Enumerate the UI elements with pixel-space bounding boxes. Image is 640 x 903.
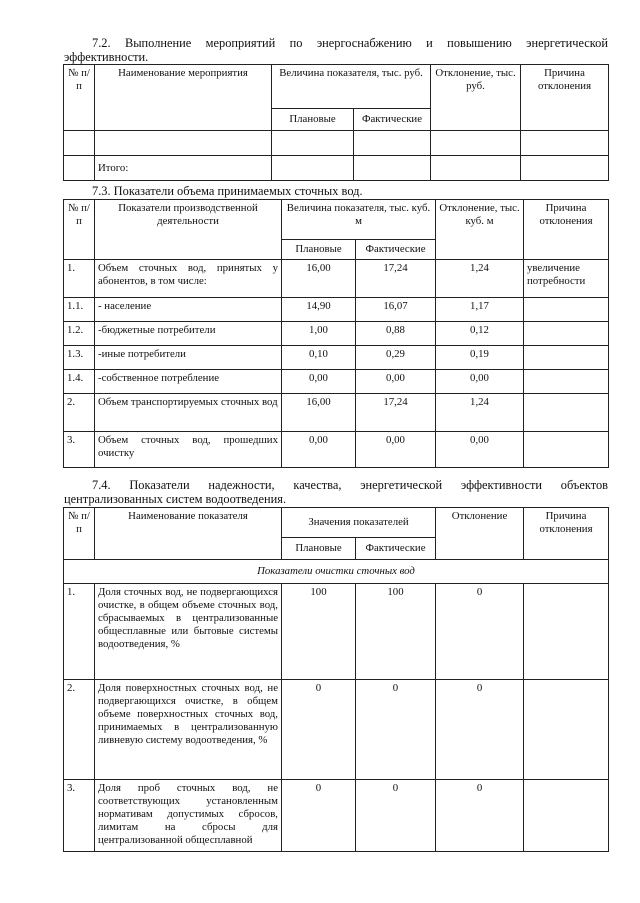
- t74-row-reason: [524, 584, 609, 680]
- table-row: [64, 298, 609, 322]
- t73-row-num: 1.1.: [64, 298, 95, 322]
- t73-row-fact: 17,24: [356, 394, 436, 432]
- t74-header-deviation: Отклонение: [436, 508, 524, 560]
- t72-empty-cell: [64, 131, 95, 156]
- t73-row-reason: [524, 394, 609, 432]
- t74-row-fact: 100: [356, 584, 436, 680]
- t73-row-fact: 16,07: [356, 298, 436, 322]
- t73-row-name: -собственное потребление: [95, 370, 282, 394]
- t73-row-dev: 1,17: [436, 298, 524, 322]
- t73-row-reason: [524, 346, 609, 370]
- section-7-4-heading: [64, 478, 608, 506]
- section-7-4-heading-line1: 7.4. Показатели надежности, качества, энергетической эффективности объектов: [92, 478, 608, 492]
- t72-empty-cell: [521, 156, 609, 181]
- t73-row-reason: [524, 370, 609, 394]
- t72-empty-cell: [431, 131, 521, 156]
- table-row: [64, 370, 609, 394]
- t73-row-name: - население: [95, 298, 282, 322]
- t73-header-value: Величина показателя, тыс. куб. м: [282, 200, 436, 240]
- t74-header-reason: Причина отклонения: [524, 508, 609, 560]
- t73-row-name: Объем сточных вод, принятых у абонентов, в том числе:: [95, 260, 282, 298]
- t74-group-title: Показатели очистки сточных вод: [64, 560, 609, 584]
- t72-empty-cell: [354, 131, 431, 156]
- t72-empty-cell: [521, 131, 609, 156]
- t74-row-num: 2.: [64, 680, 95, 780]
- t74-row-plan: 0: [282, 680, 356, 780]
- t72-empty-cell: [64, 156, 95, 181]
- t73-header-plan: Плановые: [282, 240, 356, 260]
- table-7-2: [63, 64, 609, 181]
- table-row: [64, 346, 609, 370]
- table-row: [64, 131, 609, 156]
- t73-row-fact: 17,24: [356, 260, 436, 298]
- t74-row-num: 3.: [64, 780, 95, 852]
- t72-empty-cell: [95, 131, 272, 156]
- t73-header-fact: Фактические: [356, 240, 436, 260]
- t73-header-name: Показатели производственной деятельности: [95, 200, 282, 260]
- table-7-3: [63, 199, 609, 468]
- t74-row-plan: 100: [282, 584, 356, 680]
- t72-header-fact: Фактические: [354, 109, 431, 131]
- t73-row-name: Объем сточных вод, прошедших очистку: [95, 432, 282, 468]
- t73-row-fact: 0,00: [356, 432, 436, 468]
- t73-row-plan: 1,00: [282, 322, 356, 346]
- t73-header-reason: Причина отклонения: [524, 200, 609, 260]
- table-row: [64, 780, 609, 852]
- t74-row-num: 1.: [64, 584, 95, 680]
- t73-row-plan: 14,90: [282, 298, 356, 322]
- t74-row-fact: 0: [356, 780, 436, 852]
- t72-empty-cell: [354, 156, 431, 181]
- t73-header-deviation: Отклонение, тыс. куб. м: [436, 200, 524, 260]
- t72-header-deviation: Отклонение, тыс. руб.: [431, 65, 521, 131]
- t73-row-plan: 0,00: [282, 370, 356, 394]
- t73-row-dev: 1,24: [436, 394, 524, 432]
- table-row-total: [64, 156, 609, 181]
- section-7-2-heading-line2: эффективности.: [64, 50, 149, 64]
- t74-header-fact: Фактические: [356, 538, 436, 560]
- section-7-3-heading: 7.3. Показатели объема принимаемых сточных вод.: [92, 184, 363, 198]
- table-7-4: [63, 507, 609, 852]
- t72-empty-cell: [431, 156, 521, 181]
- t73-row-name: -иные потребители: [95, 346, 282, 370]
- t72-header-plan: Плановые: [272, 109, 354, 131]
- t73-row-fact: 0,88: [356, 322, 436, 346]
- t73-header-num: № п/п: [64, 200, 95, 260]
- t73-row-reason: увеличение потребности: [524, 260, 609, 298]
- t74-row-dev: 0: [436, 680, 524, 780]
- table-row: [64, 322, 609, 346]
- t73-row-plan: 0,10: [282, 346, 356, 370]
- table-row: [64, 680, 609, 780]
- t74-row-name: Доля поверхностных сточных вод, не подвергающихся очистке, в общем объеме поверхностных сточных вод, принимаемых в централизованную ливневую систему водоотведения, %: [95, 680, 282, 780]
- section-7-2-heading: [64, 36, 608, 64]
- t73-row-reason: [524, 432, 609, 468]
- t73-row-dev: 0,00: [436, 370, 524, 394]
- section-7-4-heading-line2: централизованных систем водоотведения.: [64, 492, 287, 506]
- t73-row-name: Объем транспортируемых сточных вод: [95, 394, 282, 432]
- t72-empty-cell: [272, 131, 354, 156]
- t73-row-plan: 16,00: [282, 260, 356, 298]
- t73-row-fact: 0,00: [356, 370, 436, 394]
- t74-row-fact: 0: [356, 680, 436, 780]
- t74-row-reason: [524, 680, 609, 780]
- t73-row-dev: 0,19: [436, 346, 524, 370]
- t73-row-num: 3.: [64, 432, 95, 468]
- section-7-2-heading-line1: 7.2. Выполнение мероприятий по энергоснабжению и повышению энергетической: [92, 36, 608, 50]
- table-row: [64, 432, 609, 468]
- t73-row-dev: 1,24: [436, 260, 524, 298]
- t73-row-num: 1.3.: [64, 346, 95, 370]
- table-row: [64, 584, 609, 680]
- t73-row-num: 1.2.: [64, 322, 95, 346]
- t73-row-plan: 0,00: [282, 432, 356, 468]
- t73-row-reason: [524, 322, 609, 346]
- t73-row-plan: 16,00: [282, 394, 356, 432]
- t72-header-reason: Причина отклонения: [521, 65, 609, 131]
- t73-row-dev: 0,12: [436, 322, 524, 346]
- t72-header-num: № п/п: [64, 65, 95, 131]
- t74-row-name: Доля сточных вод, не подвергающихся очистке, в общем объеме сточных вод, сбрасываемых в централизованные общесплавные или бытовые системы водоотведения, %: [95, 584, 282, 680]
- t72-empty-cell: [272, 156, 354, 181]
- table-group-row: [64, 560, 609, 584]
- t72-header-value: Величина показателя, тыс. руб.: [272, 65, 431, 109]
- t73-row-num: 1.: [64, 260, 95, 298]
- t73-row-dev: 0,00: [436, 432, 524, 468]
- t73-row-reason: [524, 298, 609, 322]
- t74-row-dev: 0: [436, 584, 524, 680]
- t73-row-num: 1.4.: [64, 370, 95, 394]
- t74-header-value: Значения показателей: [282, 508, 436, 538]
- t72-total-label: Итого:: [95, 156, 272, 181]
- t74-row-plan: 0: [282, 780, 356, 852]
- t72-header-name: Наименование мероприятия: [95, 65, 272, 131]
- t74-row-dev: 0: [436, 780, 524, 852]
- t73-row-name: -бюджетные потребители: [95, 322, 282, 346]
- t73-row-num: 2.: [64, 394, 95, 432]
- t73-row-fact: 0,29: [356, 346, 436, 370]
- table-row: [64, 260, 609, 298]
- t74-header-plan: Плановые: [282, 538, 356, 560]
- table-row: [64, 394, 609, 432]
- t74-row-name: Доля проб сточных вод, не соответствующих установленным нормативам допустимых сбросов, лимитам на сбросы для централизованной общесплавной: [95, 780, 282, 852]
- t74-row-reason: [524, 780, 609, 852]
- t74-header-name: Наименование показателя: [95, 508, 282, 560]
- t74-header-num: № п/п: [64, 508, 95, 560]
